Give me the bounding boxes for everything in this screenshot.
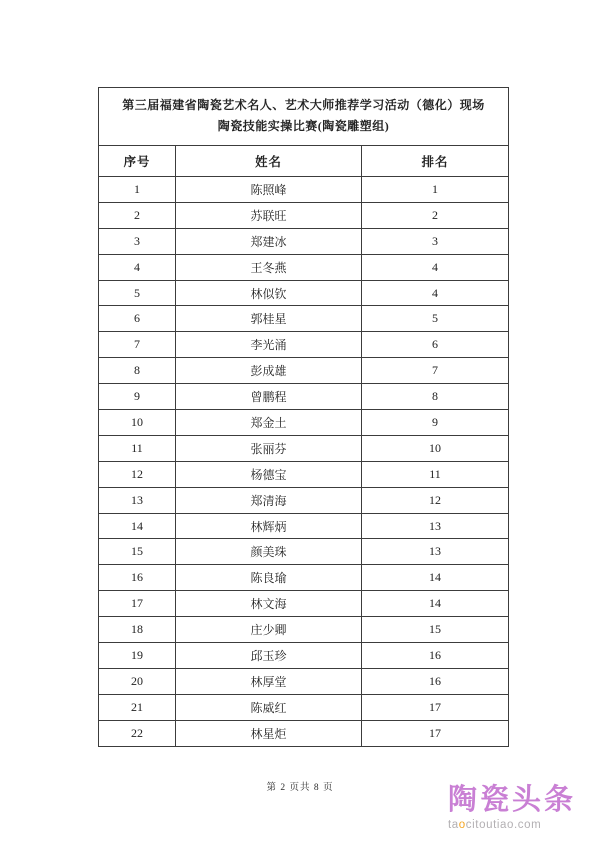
row-rank: 3 <box>362 228 509 254</box>
row-serial: 1 <box>99 177 176 203</box>
col-header-name: 姓名 <box>176 146 362 177</box>
row-name: 林文海 <box>176 591 362 617</box>
table-row <box>99 332 509 358</box>
row-name: 彭成雄 <box>176 358 362 384</box>
ranking-table <box>98 87 509 747</box>
page-number-text: 第 2 页共 8 页 <box>266 783 334 793</box>
row-rank: 1 <box>362 177 509 203</box>
row-rank: 9 <box>362 410 509 436</box>
row-name: 郑清海 <box>176 487 362 513</box>
row-name: 郑金土 <box>176 410 362 436</box>
row-rank: 14 <box>362 565 509 591</box>
row-rank: 13 <box>362 539 509 565</box>
row-name: 郑建冰 <box>176 228 362 254</box>
logo-url <box>448 820 576 832</box>
row-name: 郭桂星 <box>176 306 362 332</box>
row-rank: 2 <box>362 202 509 228</box>
table-row <box>99 280 509 306</box>
table-row <box>99 177 509 203</box>
row-rank: 13 <box>362 513 509 539</box>
row-serial: 8 <box>99 358 176 384</box>
table-row <box>99 513 509 539</box>
logo-url-part2: citoutiao.com <box>465 819 542 831</box>
row-name: 张丽芬 <box>176 435 362 461</box>
row-rank: 11 <box>362 461 509 487</box>
row-name: 苏联旺 <box>176 202 362 228</box>
table-row <box>99 254 509 280</box>
table-row <box>99 461 509 487</box>
row-name: 王冬燕 <box>176 254 362 280</box>
row-serial: 18 <box>99 617 176 643</box>
row-name: 陈威红 <box>176 694 362 720</box>
row-name: 庄少卿 <box>176 617 362 643</box>
row-rank: 17 <box>362 694 509 720</box>
table-row <box>99 539 509 565</box>
row-serial: 12 <box>99 461 176 487</box>
row-name: 林厚堂 <box>176 668 362 694</box>
row-rank: 4 <box>362 254 509 280</box>
row-serial: 4 <box>99 254 176 280</box>
row-rank: 4 <box>362 280 509 306</box>
table-row <box>99 306 509 332</box>
table-row <box>99 435 509 461</box>
row-name: 林似钦 <box>176 280 362 306</box>
row-rank: 10 <box>362 435 509 461</box>
logo-url-accent-o: o <box>458 819 466 831</box>
row-name: 林辉炳 <box>176 513 362 539</box>
row-name: 林星炬 <box>176 720 362 746</box>
row-rank: 5 <box>362 306 509 332</box>
table-row <box>99 202 509 228</box>
table-row <box>99 668 509 694</box>
row-serial: 20 <box>99 668 176 694</box>
row-serial: 3 <box>99 228 176 254</box>
row-rank: 6 <box>362 332 509 358</box>
table-row <box>99 643 509 669</box>
row-name: 曾鹏程 <box>176 384 362 410</box>
logo-text: 陶瓷头条 <box>447 784 576 816</box>
row-serial: 11 <box>99 435 176 461</box>
row-serial: 14 <box>99 513 176 539</box>
col-header-rank: 排名 <box>362 146 509 177</box>
table-title-line1: 第三届福建省陶瓷艺术名人、艺术大师推荐学习活动（德化）现场 <box>122 98 485 112</box>
row-rank: 17 <box>362 720 509 746</box>
logo-url-part1: ta <box>447 819 459 831</box>
row-serial: 2 <box>99 202 176 228</box>
table-title <box>99 88 509 146</box>
table-body <box>99 177 509 747</box>
row-name: 杨德宝 <box>176 461 362 487</box>
title-row <box>99 88 509 146</box>
table-title-line2: 陶瓷技能实操比赛(陶瓷雕塑组) <box>217 119 390 133</box>
row-rank: 16 <box>362 668 509 694</box>
row-rank: 7 <box>362 358 509 384</box>
row-serial: 21 <box>99 694 176 720</box>
row-name: 李光涌 <box>176 332 362 358</box>
table-row <box>99 591 509 617</box>
row-serial: 10 <box>99 410 176 436</box>
row-serial: 15 <box>99 539 176 565</box>
row-name: 陈照峰 <box>176 177 362 203</box>
row-rank: 15 <box>362 617 509 643</box>
row-rank: 12 <box>362 487 509 513</box>
row-name: 陈良瑜 <box>176 565 362 591</box>
row-serial: 16 <box>99 565 176 591</box>
row-serial: 19 <box>99 643 176 669</box>
row-serial: 22 <box>99 720 176 746</box>
row-rank: 16 <box>362 643 509 669</box>
row-serial: 13 <box>99 487 176 513</box>
table-row <box>99 694 509 720</box>
table-row <box>99 410 509 436</box>
row-serial: 7 <box>99 332 176 358</box>
row-name: 邱玉珍 <box>176 643 362 669</box>
row-rank: 8 <box>362 384 509 410</box>
row-serial: 5 <box>99 280 176 306</box>
table-header-row <box>99 146 509 177</box>
row-name: 颜美珠 <box>176 539 362 565</box>
row-rank: 14 <box>362 591 509 617</box>
table-row <box>99 720 509 746</box>
table-row <box>99 617 509 643</box>
table-row <box>99 228 509 254</box>
watermark <box>448 786 576 832</box>
row-serial: 6 <box>99 306 176 332</box>
table-row <box>99 358 509 384</box>
table-row <box>99 384 509 410</box>
table-row <box>99 565 509 591</box>
row-serial: 9 <box>99 384 176 410</box>
table-row <box>99 487 509 513</box>
col-header-serial: 序号 <box>99 146 176 177</box>
row-serial: 17 <box>99 591 176 617</box>
